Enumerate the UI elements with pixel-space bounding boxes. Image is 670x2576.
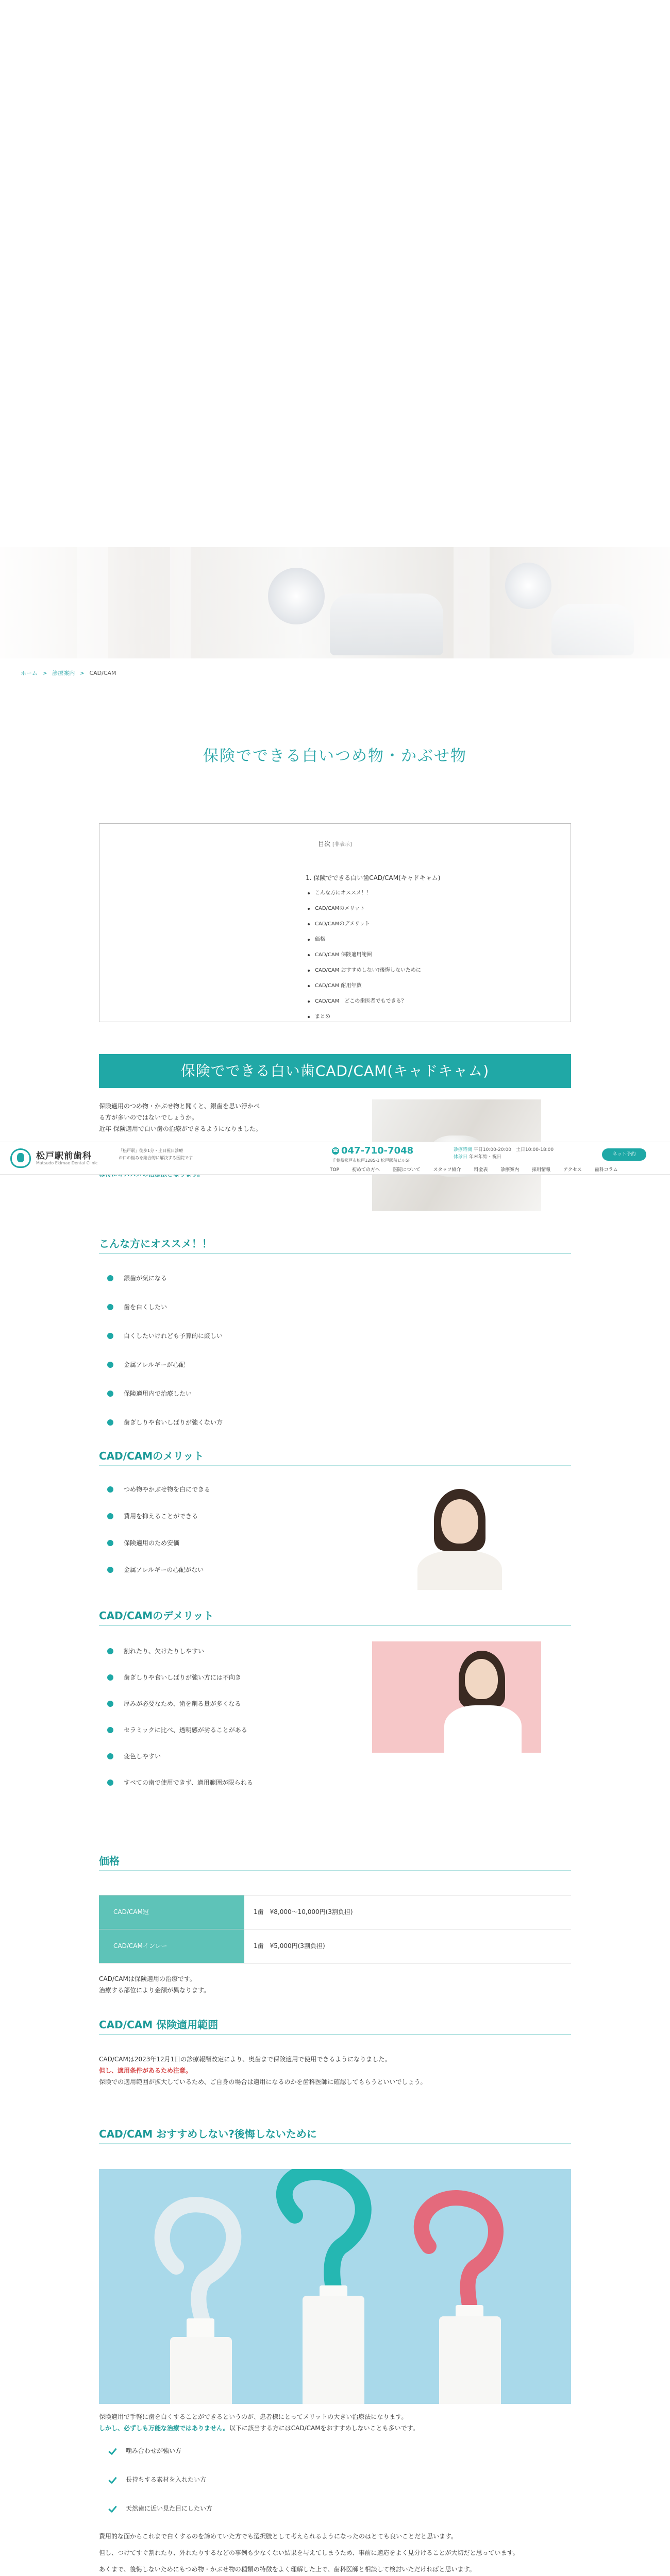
web-reservation-button[interactable]: ネット予約 bbox=[602, 1148, 646, 1161]
list-item: すべての歯で使用できず、適用範囲が限られる bbox=[107, 1778, 253, 1787]
coverage-line: CAD/CAMは2023年12月1日の診療報酬改定により、奥歯まで保険適用で使用できるようになりました。 bbox=[99, 2056, 391, 2063]
nav-item-access[interactable]: アクセス bbox=[563, 1167, 582, 1173]
clinic-logo[interactable]: 松戸駅前歯科 bbox=[36, 1151, 92, 1161]
hero-blank-area bbox=[0, 0, 670, 546]
heading-underline bbox=[99, 2143, 571, 2144]
regret-line: 但し、つけてすぐ割れたり、外れたりするなどの事例も少なくない結果を与えてしまうため、事前に適応をよく見分けることが大切だと思っています。 bbox=[99, 2549, 519, 2556]
site-header bbox=[0, 1142, 670, 1175]
list-item: 費用を抑えることができる bbox=[107, 1512, 210, 1521]
recommend-list bbox=[107, 1274, 223, 1427]
regret-emphasis: しかし、必ずしも万能な治療ではありません。 bbox=[99, 2425, 229, 2432]
merits-list bbox=[107, 1485, 210, 1574]
toothpaste-question-marks-image bbox=[99, 2169, 571, 2404]
toc-toggle-link[interactable]: [非表示] bbox=[332, 842, 352, 848]
phone-icon: ☎ bbox=[332, 1148, 339, 1154]
nav-item-price[interactable]: 料金表 bbox=[474, 1167, 488, 1173]
nav-item-about[interactable]: 医院について bbox=[392, 1167, 421, 1173]
recommend-heading: こんな方にオススメ！！ bbox=[99, 1238, 212, 1250]
breadcrumb-parent[interactable]: 診療案内 bbox=[52, 670, 75, 676]
table-of-contents bbox=[99, 823, 571, 1022]
header-hours bbox=[454, 1146, 554, 1161]
heading-underline bbox=[99, 1253, 571, 1254]
coverage-warning: 但し、適用条件があるため注意。 bbox=[99, 2067, 192, 2074]
nav-item-top[interactable]: TOP bbox=[330, 1167, 340, 1173]
nav-item-column[interactable]: 歯科コラム bbox=[594, 1167, 618, 1173]
list-item: 割れたり、欠けたりしやすい bbox=[107, 1647, 253, 1656]
section-banner: 保険でできる白い歯CAD/CAM(キャドキャム) bbox=[99, 1054, 571, 1088]
intro-line: 近年 保険適用で白い歯の治療ができるようになりました。 bbox=[99, 1125, 262, 1132]
check-item: 噛み合わせが強い方 bbox=[109, 2446, 212, 2455]
table-row bbox=[99, 1895, 571, 1929]
price-table bbox=[99, 1895, 571, 1963]
nav-item-staff[interactable]: スタッフ紹介 bbox=[433, 1167, 461, 1173]
table-row bbox=[99, 1929, 571, 1963]
toc-list bbox=[306, 870, 440, 1025]
worried-woman-photo bbox=[372, 1641, 541, 1753]
toc-item[interactable]: CAD/CAM 保険適用範囲 bbox=[306, 947, 440, 963]
header-note-line: お口の悩みを総合的に解決する医院です bbox=[119, 1156, 193, 1160]
clinic-logo-sub: Matsudo Ekimae Dental Clinic bbox=[36, 1161, 98, 1165]
toc-title-text: 目次 bbox=[318, 840, 331, 848]
price-value: 1歯 ¥8,000〜10,000円(3割負担) bbox=[254, 1908, 353, 1916]
toc-item[interactable]: CAD/CAMのデメリット bbox=[306, 917, 440, 932]
tooth-logo-icon[interactable] bbox=[10, 1148, 31, 1168]
price-value: 1歯 ¥5,000円(3割負担) bbox=[254, 1942, 325, 1950]
price-label: CAD/CAM冠 bbox=[99, 1895, 244, 1929]
demerits-heading: CAD/CAMのデメリット bbox=[99, 1609, 214, 1622]
closed-value: 年末年始・祝日 bbox=[468, 1155, 501, 1160]
heading-underline bbox=[99, 1625, 571, 1626]
coverage-heading: CAD/CAM 保険適用範囲 bbox=[99, 2019, 219, 2031]
closed-label: 休診日 bbox=[454, 1155, 468, 1160]
regret-text bbox=[99, 2411, 571, 2434]
price-note-line: CAD/CAMは保険適用の治療です。 bbox=[99, 1975, 196, 1982]
list-item: 金属アレルギーが心配 bbox=[107, 1360, 223, 1369]
header-note-line: 「松戸駅」徒歩1分・土日祝日診療 bbox=[119, 1148, 183, 1153]
page-title: 保険でできる白いつめ物・かぶせ物 bbox=[203, 747, 467, 765]
list-item: 厚みが必要なため、歯を削る量が多くなる bbox=[107, 1699, 253, 1708]
regret-line: 以下に該当する方にはCAD/CAMをおすすめしないことも多いです。 bbox=[229, 2425, 419, 2432]
list-item: 変色しやすい bbox=[107, 1752, 253, 1761]
breadcrumb-home[interactable]: ホーム bbox=[21, 670, 38, 676]
regret-line: あくまで、後悔しないためにもつめ物・かぶせ物の種類の特徴をよく理解した上で、歯科医師と相談して検討いただければと思います。 bbox=[99, 2566, 476, 2573]
header-address: 千葉県松戸市松戸1285-1 松戸駅前ビル5F bbox=[332, 1158, 411, 1163]
regret-check-list bbox=[109, 2446, 212, 2533]
breadcrumb bbox=[21, 669, 120, 677]
list-item: 歯ぎしりや食いしばりが強くない方 bbox=[107, 1418, 223, 1427]
check-item: 天然歯に近い見た目にしたい方 bbox=[109, 2504, 212, 2513]
toc-item-main[interactable]: 1. 保険でできる白い歯CAD/CAM(キャドキャム) bbox=[306, 874, 441, 882]
toc-item[interactable]: 価格 bbox=[306, 932, 440, 947]
header-nav bbox=[330, 1166, 629, 1173]
regret-text-2 bbox=[99, 2531, 571, 2575]
nav-item-recruit[interactable]: 採用情報 bbox=[532, 1167, 551, 1173]
nav-item-treatment[interactable]: 診療案内 bbox=[500, 1167, 520, 1173]
toc-title bbox=[99, 839, 571, 848]
demerits-list bbox=[107, 1647, 253, 1787]
heading-underline bbox=[99, 2034, 571, 2035]
nav-item-first-visit[interactable]: 初めての方へ bbox=[351, 1167, 380, 1173]
toc-item[interactable]: まとめ bbox=[306, 1009, 440, 1025]
header-note bbox=[119, 1147, 193, 1162]
intro-line: 保険適用のつめ物・かぶせ物と聞くと、銀歯を思い浮かべ bbox=[99, 1103, 260, 1110]
heading-underline bbox=[99, 1870, 571, 1871]
toc-item[interactable]: CAD/CAM どこの歯医者でもできる？ bbox=[306, 994, 440, 1009]
list-item: セラミックに比べ、透明感が劣ることがある bbox=[107, 1725, 253, 1735]
regret-heading: CAD/CAM おすすめしない?後悔しないために bbox=[99, 2128, 317, 2140]
price-note-line: 治療する部位により金額が異なります。 bbox=[99, 1987, 210, 1994]
toc-item[interactable]: こんな方にオススメ！！ bbox=[306, 886, 440, 901]
breadcrumb-current: CAD/CAM bbox=[89, 670, 116, 676]
coverage-line: 保険での適用範囲が拡大しているため、ご自身の場合は適用になるのかを歯科医師に確認してもらうといいでしょう。 bbox=[99, 2078, 427, 2086]
regret-line: 保険適用で手軽に歯を白くすることができるというのが、患者様にとってメリットの大きい治療法になります。 bbox=[99, 2413, 408, 2420]
coverage-text bbox=[99, 2054, 571, 2088]
breadcrumb-separator: > bbox=[79, 670, 85, 676]
list-item: 保険適用内で治療したい bbox=[107, 1389, 223, 1398]
list-item: 保険適用のため安価 bbox=[107, 1538, 210, 1548]
list-item: 白くしたいけれども予算的に厳しい bbox=[107, 1331, 223, 1341]
check-item: 長持ちする素材を入れたい方 bbox=[109, 2475, 212, 2484]
hours-value: 平日10:00-20:00 土日10:00-18:00 bbox=[473, 1147, 554, 1153]
price-heading: 価格 bbox=[99, 1855, 120, 1867]
price-label: CAD/CAMインレー bbox=[99, 1929, 244, 1963]
intro-line: る方が多いのではないでしょうか。 bbox=[99, 1114, 198, 1121]
toc-item[interactable]: CAD/CAM 耐用年数 bbox=[306, 978, 440, 994]
list-item: 歯ぎしりや食いしばりが強い方には不向き bbox=[107, 1673, 253, 1682]
list-item: 歯を白くしたい bbox=[107, 1302, 223, 1312]
merits-heading: CAD/CAMのメリット bbox=[99, 1450, 204, 1462]
breadcrumb-separator: > bbox=[42, 670, 47, 676]
toc-item[interactable]: CAD/CAMのメリット bbox=[306, 901, 440, 917]
price-note bbox=[99, 1973, 571, 1996]
hero-image bbox=[0, 547, 670, 658]
header-phone[interactable]: 047-710-7048 bbox=[341, 1145, 414, 1156]
list-item: 銀歯が気になる bbox=[107, 1274, 223, 1283]
toc-item[interactable]: CAD/CAM おすすめしない?後悔しないために bbox=[306, 963, 440, 978]
list-item: つめ物やかぶせ物を白にできる bbox=[107, 1485, 210, 1494]
heading-underline bbox=[99, 1465, 571, 1466]
list-item: 金属アレルギーの心配がない bbox=[107, 1565, 210, 1574]
regret-line: 費用的な面からこれまで白くするのを諦めていた方でも選択肢として考えられるようになったのはとても良いことだと思います。 bbox=[99, 2533, 458, 2540]
hours-label: 診療時間 bbox=[454, 1147, 473, 1153]
smiling-woman-photo bbox=[372, 1479, 541, 1590]
